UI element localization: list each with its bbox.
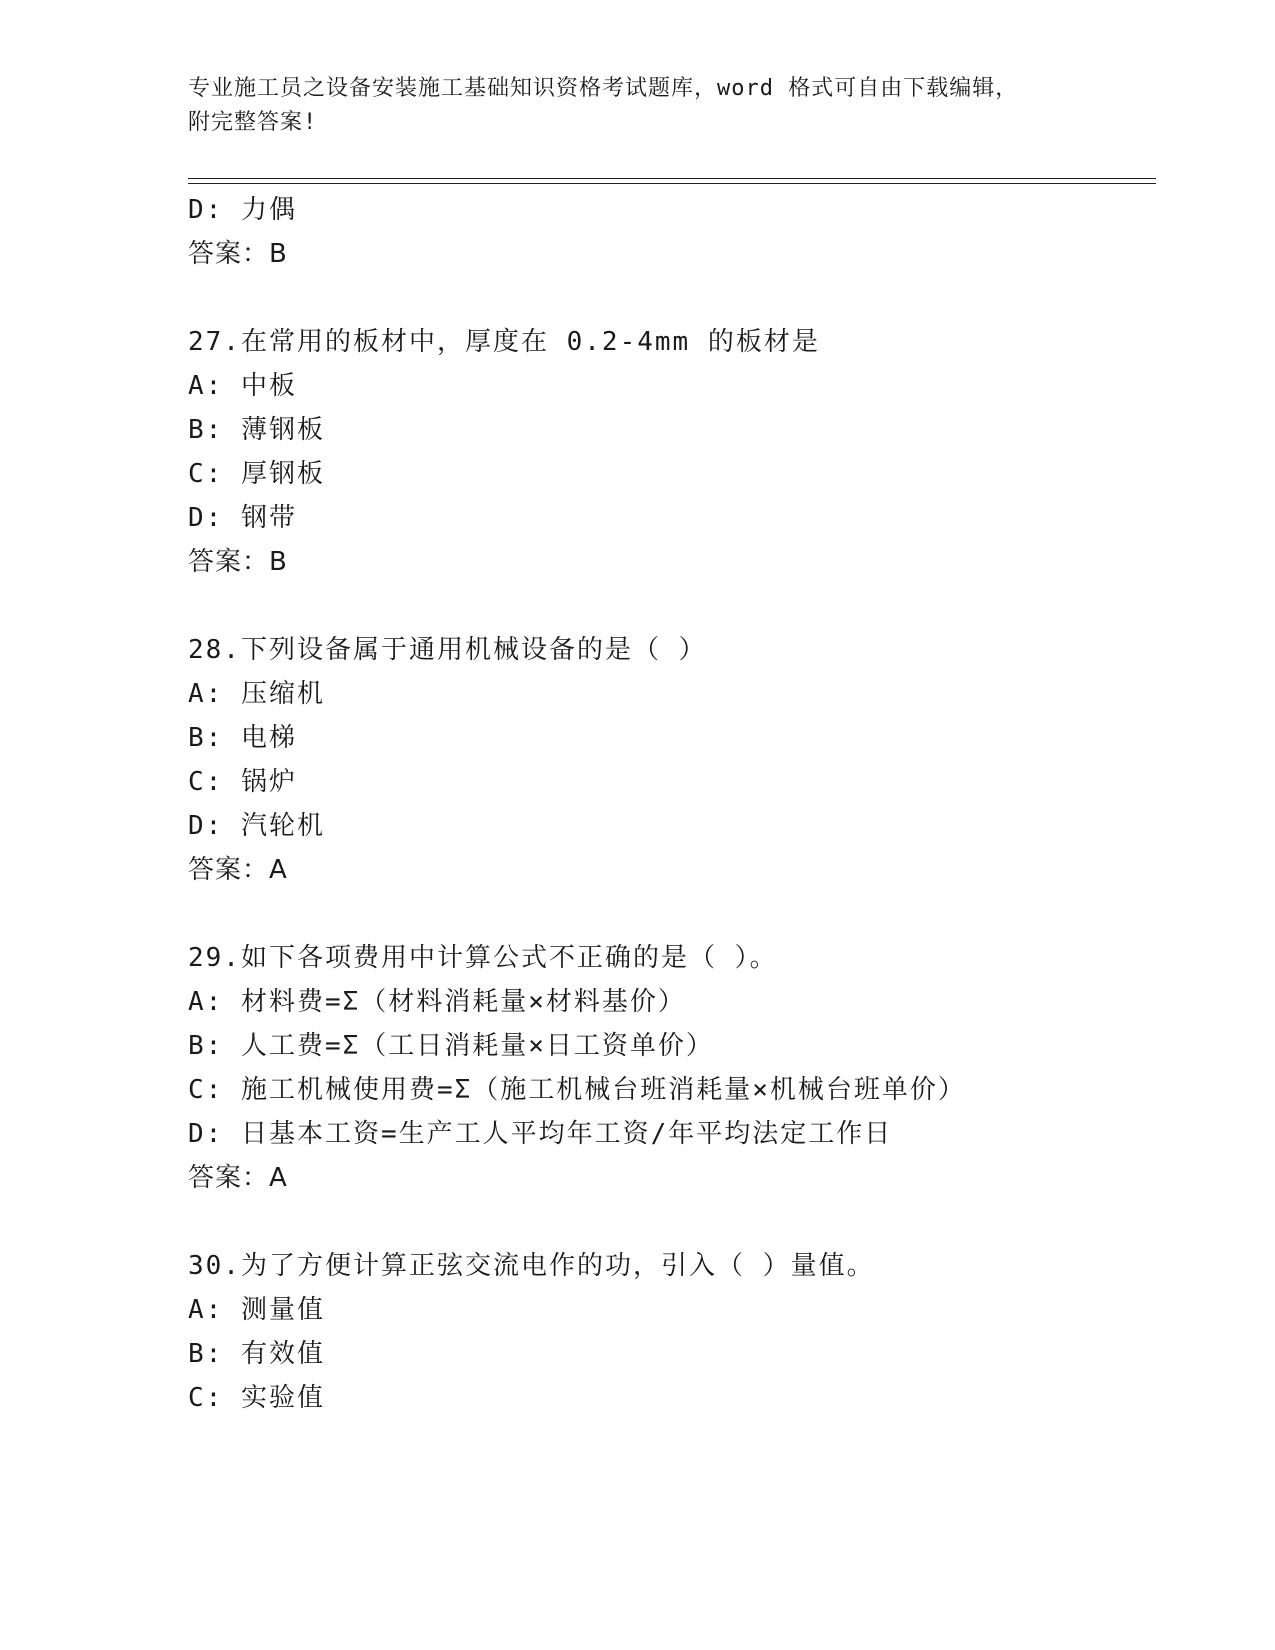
header-divider-top — [188, 178, 1156, 179]
header-line-2: 附完整答案! — [188, 110, 318, 135]
option-b: B: 有效值 — [188, 1339, 325, 1369]
option-c: C: 实验值 — [188, 1383, 325, 1413]
question-28: 28.下列设备属于通用机械设备的是（ ） — [188, 635, 707, 665]
option-b: B: 薄钢板 — [188, 415, 325, 445]
option-b: B: 电梯 — [188, 723, 297, 753]
answer: 答案：B — [188, 547, 288, 577]
option-c: C: 施工机械使用费=Σ（施工机械台班消耗量×机械台班单价） — [188, 1075, 966, 1105]
option-d: D: 汽轮机 — [188, 811, 325, 841]
question-30: 30.为了方便计算正弦交流电作的功，引入（ ）量值。 — [188, 1251, 875, 1281]
option-b: B: 人工费=Σ（工日消耗量×日工资单价） — [188, 1031, 714, 1061]
option-c: C: 锅炉 — [188, 767, 297, 797]
header-divider-bottom — [188, 183, 1156, 184]
answer: 答案：A — [188, 1163, 288, 1193]
option-a: A: 压缩机 — [188, 679, 325, 709]
answer: 答案：B — [188, 239, 288, 269]
answer: 答案：A — [188, 855, 288, 885]
question-29: 29.如下各项费用中计算公式不正确的是（ ）。 — [188, 943, 778, 973]
option-d: D: 力偶 — [188, 195, 297, 225]
option-d: D: 钢带 — [188, 503, 297, 533]
option-d: D: 日基本工资=生产工人平均年工资/年平均法定工作日 — [188, 1119, 893, 1149]
question-27: 27.在常用的板材中，厚度在 0.2-4mm 的板材是 — [188, 327, 820, 357]
option-a: A: 中板 — [188, 371, 297, 401]
header-line-1: 专业施工员之设备安装施工基础知识资格考试题库，word 格式可自由下载编辑， — [188, 76, 1019, 101]
document-header — [188, 72, 1108, 140]
option-a: A: 材料费=Σ（材料消耗量×材料基价） — [188, 987, 686, 1017]
option-a: A: 测量值 — [188, 1295, 325, 1325]
option-c: C: 厚钢板 — [188, 459, 325, 489]
